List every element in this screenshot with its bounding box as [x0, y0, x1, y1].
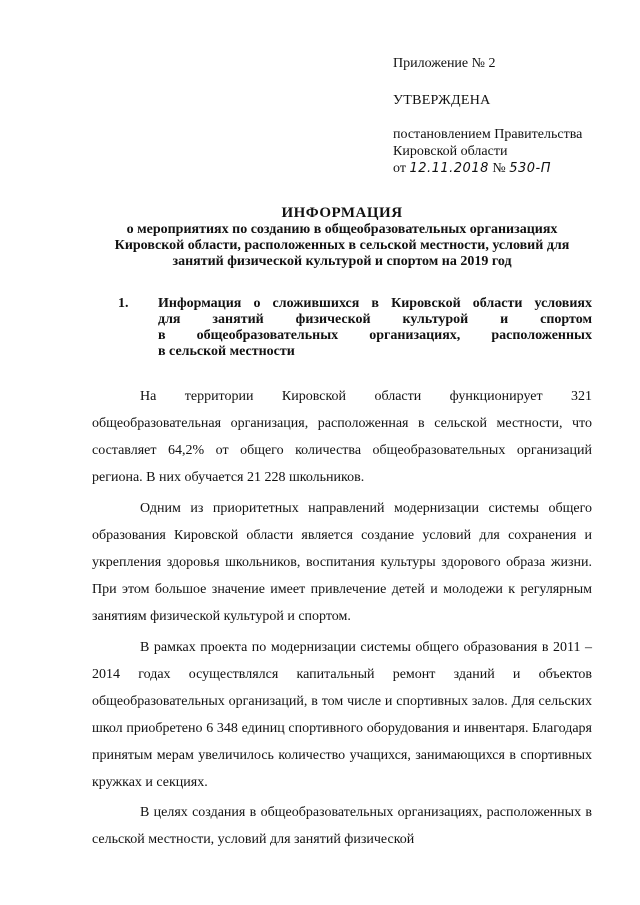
appendix-label: Приложение № 2 — [393, 56, 496, 71]
resolution-line-1: постановлением Правительства — [393, 127, 583, 142]
title-line-1: о мероприятиях по созданию в общеобразовательных организациях — [126, 222, 558, 237]
document-body — [92, 383, 592, 857]
number-prefix: № — [492, 161, 506, 176]
title-line-2: Кировской области, расположенных в сельской местности, условий для — [114, 238, 570, 253]
section-title-line-2: для занятий физической культурой и спортом — [158, 312, 592, 327]
paragraph: Одним из приоритетных направлений модернизации системы общего образования Кировской области является создание условий для сохранения и укрепления здоровья школьников, воспитания культуры здорового образа жизни. При этом большое значение имеет привлечение детей и молодежи к регулярным занятиям физической культурой и спортом. — [92, 501, 592, 624]
handwritten-date: 12.11.2018 — [409, 161, 489, 176]
date-prefix: от — [393, 161, 406, 176]
title-main: ИНФОРМАЦИЯ — [281, 205, 403, 221]
section-title-line-4: в сельской местности — [158, 344, 295, 359]
resolution-line-2: Кировской области — [393, 144, 508, 159]
document-title — [92, 205, 592, 270]
title-line-3: занятий физической культурой и спортом на 2019 год — [172, 254, 512, 269]
section-number: 1. — [118, 296, 129, 311]
paragraph: В рамках проекта по модернизации системы общего образования в 2011 – 2014 годах осуществлялся капитальный ремонт зданий и объектов общеобразовательных организаций, в том числе и спортивных залов. Для сельских школ приобретено 6 348 единиц спортивного оборудования и инвентаря. Благодаря принятым мерам увеличилось количество учащихся, занимающихся в спортивных кружках и секциях. — [92, 640, 592, 790]
section-title-line-3: в общеобразовательных организациях, расположенных — [158, 328, 592, 343]
paragraph: На территории Кировской области функционирует 321 общеобразовательная организация, расположенная в сельской местности, что составляет 64,2% от общего количества общеобразовательных организаций региона. В них обучается 21 228 школьников. — [92, 389, 592, 485]
paragraph: В целях создания в общеобразовательных организациях, расположенных в сельской местности, условий для занятий физической — [92, 805, 592, 847]
section-title — [158, 296, 592, 360]
approval-stamp-block — [393, 55, 623, 177]
section-title-line-1: Информация о сложившихся в Кировской области условиях — [158, 296, 592, 311]
handwritten-number: 530-П — [509, 161, 552, 176]
section-heading — [118, 296, 592, 360]
resolution-date-line — [393, 160, 623, 177]
approved-label: УТВЕРЖДЕНА — [393, 93, 491, 108]
